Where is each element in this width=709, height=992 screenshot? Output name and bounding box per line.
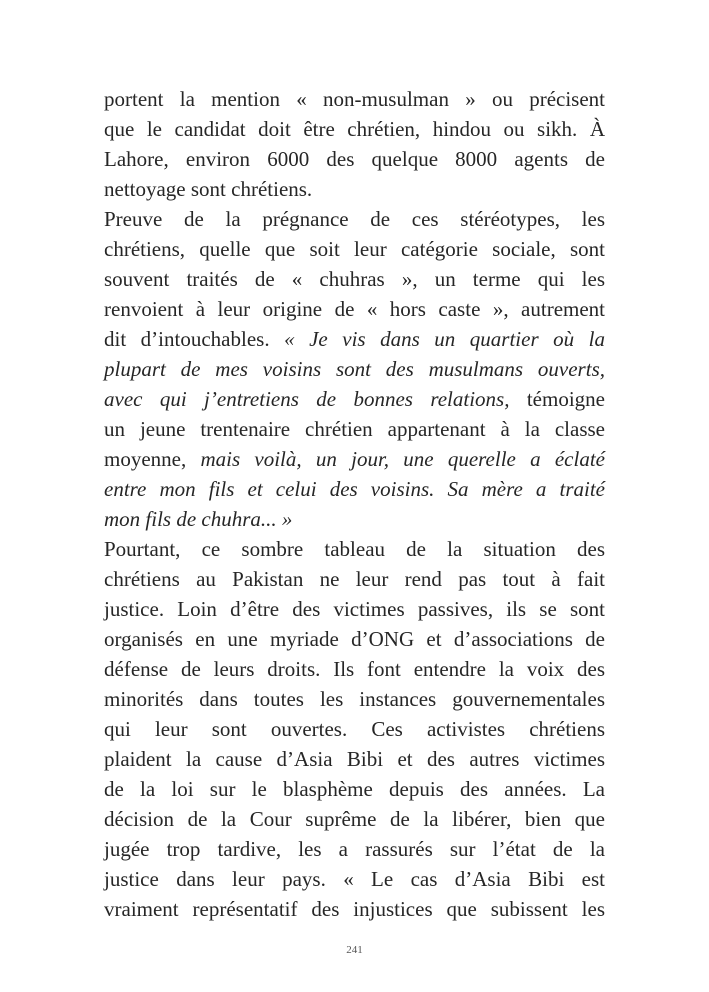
text-segment: nettoyage sont chrétiens. (104, 177, 313, 201)
text-line (104, 474, 605, 504)
text-segment: portent la mention « non-musulman » ou précisent (104, 87, 605, 111)
text-segment: qui leur sont ouvertes. Ces activistes chrétiens (104, 717, 605, 741)
text-segment: Preuve de la prégnance de ces stéréotypes, les (104, 207, 605, 231)
italic-quote-segment: mais voilà, un jour, une querelle a éclaté (200, 447, 605, 471)
italic-quote-segment: entre mon fils et celui des voisins. Sa mère a traité (104, 477, 605, 501)
text-line (104, 324, 605, 354)
text-segment: que le candidat doit être chrétien, hindou ou sikh. À (104, 117, 605, 141)
text-line (104, 564, 605, 594)
text-line (104, 504, 605, 534)
text-segment: chrétiens, quelle que soit leur catégorie sociale, sont (104, 237, 605, 261)
text-line (104, 774, 605, 804)
text-line (104, 444, 605, 474)
text-segment: plaident la cause d’Asia Bibi et des autres victimes (104, 747, 605, 771)
text-segment: Pourtant, ce sombre tableau de la situation des (104, 537, 605, 561)
text-line (104, 174, 605, 204)
text-line (104, 654, 605, 684)
text-segment: souvent traités de « chuhras », un terme qui les (104, 267, 605, 291)
text-line (104, 84, 605, 114)
text-segment: de la loi sur le blasphème depuis des années. La (104, 777, 605, 801)
text-segment: chrétiens au Pakistan ne leur rend pas tout à fait (104, 567, 605, 591)
text-segment: Lahore, environ 6000 des quelque 8000 agents de (104, 147, 605, 171)
text-segment: justice. Loin d’être des victimes passives, ils se sont (104, 597, 605, 621)
text-segment: dit d’intouchables. (104, 327, 285, 351)
text-line (104, 894, 605, 924)
text-segment: moyenne, (104, 447, 201, 471)
text-line (104, 594, 605, 624)
text-line (104, 264, 605, 294)
text-segment: vraiment représentatif des injustices que subissent les (104, 897, 605, 921)
text-segment: renvoient à leur origine de « hors caste », autrement (104, 297, 605, 321)
text-segment: minorités dans toutes les instances gouvernementales (104, 687, 605, 711)
text-line (104, 744, 605, 774)
text-segment: témoigne (526, 387, 605, 411)
text-line (104, 384, 605, 414)
text-line (104, 204, 605, 234)
text-segment: organisés en une myriade d’ONG et d’associations de (104, 627, 605, 651)
text-segment: jugée trop tardive, les a rassurés sur l’état de la (104, 837, 605, 861)
text-segment: justice dans leur pays. « Le cas d’Asia Bibi est (104, 867, 605, 891)
page-number: 241 (346, 944, 363, 956)
text-line (104, 354, 605, 384)
text-line (104, 864, 605, 894)
text-segment: décision de la Cour suprême de la libérer, bien que (104, 807, 605, 831)
text-segment: un jeune trentenaire chrétien appartenant à la classe (104, 417, 605, 441)
text-line (104, 624, 605, 654)
italic-quote-segment: mon fils de chuhra... » (104, 507, 293, 531)
text-line (104, 294, 605, 324)
text-line (104, 414, 605, 444)
text-line (104, 834, 605, 864)
italic-quote-segment: « Je vis dans un quartier où la (284, 327, 605, 351)
text-line (104, 114, 605, 144)
text-line (104, 714, 605, 744)
italic-quote-segment: plupart de mes voisins sont des musulmans ouverts, (104, 357, 605, 381)
text-line (104, 234, 605, 264)
text-line (104, 534, 605, 564)
text-line (104, 684, 605, 714)
text-line (104, 804, 605, 834)
body-text (104, 84, 605, 924)
text-line (104, 144, 605, 174)
italic-quote-segment: avec qui j’entretiens de bonnes relations, (104, 387, 527, 411)
text-segment: défense de leurs droits. Ils font entendre la voix des (104, 657, 605, 681)
